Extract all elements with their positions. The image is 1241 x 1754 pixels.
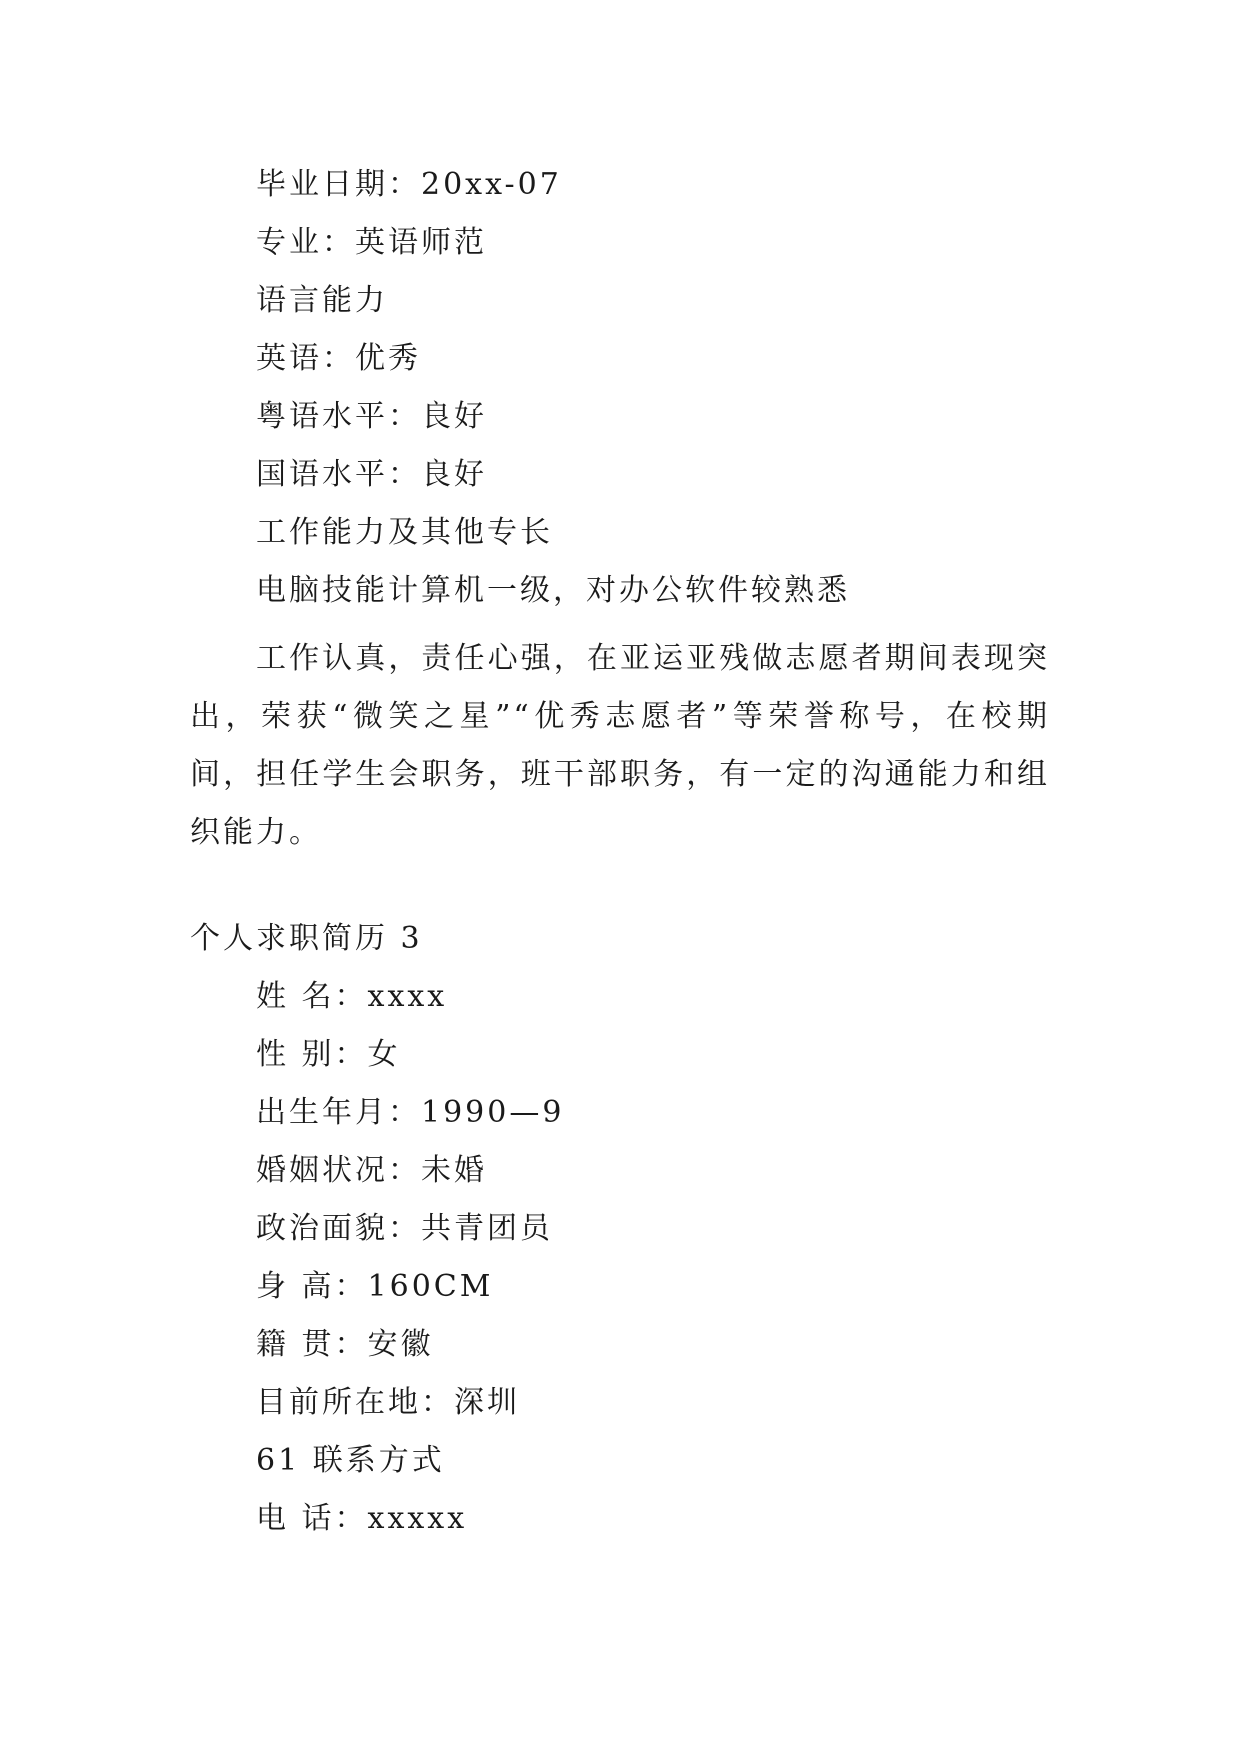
work-ability-heading: 工作能力及其他专长 bbox=[256, 515, 553, 550]
political-status-field: 政治面貌：共青团员 bbox=[256, 1211, 553, 1246]
phone-field: 电 话：xxxxx bbox=[256, 1501, 468, 1536]
computer-skills: 电脑技能计算机一级，对办公软件较熟悉 bbox=[256, 573, 850, 608]
birth-field: 出生年月：1990—9 bbox=[256, 1095, 565, 1130]
name-field: 姓 名：xxxx bbox=[256, 979, 448, 1014]
language-heading: 语言能力 bbox=[256, 283, 388, 318]
current-location-field: 目前所在地：深圳 bbox=[256, 1385, 520, 1420]
resume-title: 个人求职简历 3 bbox=[190, 921, 423, 956]
gender-field: 性 别：女 bbox=[256, 1037, 401, 1072]
major: 专业：英语师范 bbox=[256, 225, 487, 260]
cantonese-level: 粤语水平：良好 bbox=[256, 399, 487, 434]
native-place-field: 籍 贯：安徽 bbox=[256, 1327, 434, 1362]
english-level: 英语：优秀 bbox=[256, 341, 421, 376]
contact-heading: 61 联系方式 bbox=[256, 1443, 445, 1478]
marital-status-field: 婚姻状况：未婚 bbox=[256, 1153, 487, 1188]
graduation-date: 毕业日期：20xx-07 bbox=[256, 167, 562, 202]
height-field: 身 高：160CM bbox=[256, 1269, 494, 1304]
self-evaluation-paragraph: 工作认真，责任心强，在亚运亚残做志愿者期间表现突出，荣获“微笑之星”“优秀志愿者”等荣誉称号，在校期间，担任学生会职务，班干部职务，有一定的沟通能力和组织能力。 bbox=[190, 641, 1050, 850]
mandarin-level: 国语水平：良好 bbox=[256, 457, 487, 492]
